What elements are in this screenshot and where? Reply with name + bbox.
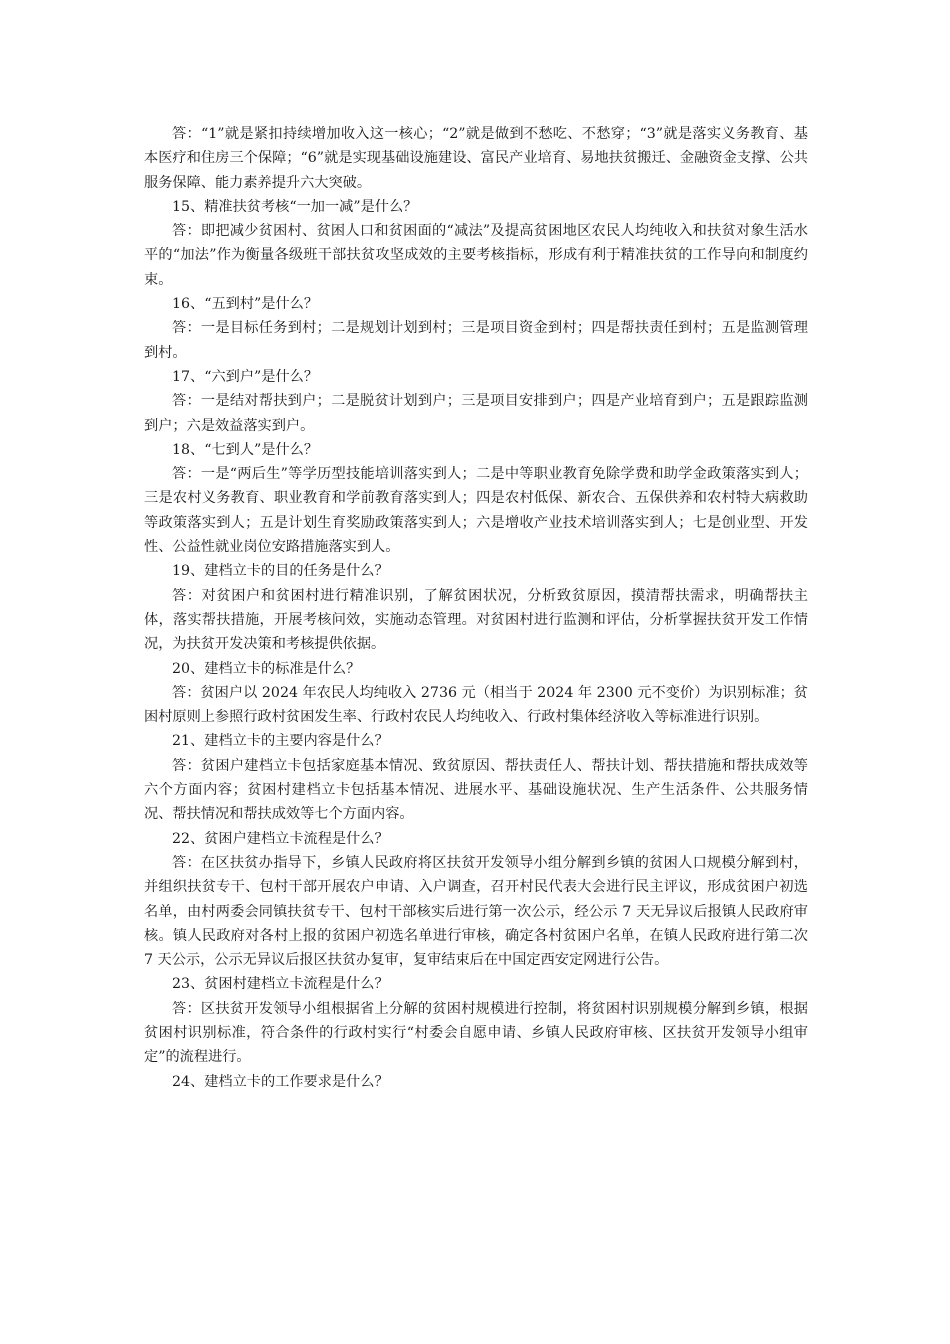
answer-paragraph: 答：一是结对帮扶到户；二是脱贫计划到户；三是项目安排到户；四是产业培育到户；五是跟踪监测到户；六是效益落实到户。 <box>144 393 808 434</box>
question-heading: 16、“五到村”是什么？ <box>172 296 319 313</box>
question-heading: 22、贫困户建档立卡流程是什么？ <box>172 830 389 847</box>
answer-paragraph: 答：对贫困户和贫困村进行精准识别，了解贫困状况，分析致贫原因，摸清帮扶需求，明确帮扶主体，落实帮扶措施，开展考核问效，实施动态管理。对贫困村进行监测和评估，分析掌握扶贫开发工作情况，为扶贫开发决策和考核提供依据。 <box>144 587 808 653</box>
answer-paragraph: 答：在区扶贫办指导下，乡镇人民政府将区扶贫开发领导小组分解到乡镇的贫困人口规模分解到村，并组织扶贫专干、包村干部开展农户申请、入户调查，召开村民代表大会进行民主评议，形成贫困户初选名单，由村两委会同镇扶贫专干、包村干部核实后进行第一次公示，经公示 7 天无异议后报镇人民政府审核。镇人民政府对各村上报的贫困户初选名单进行审核，确定各村贫困户名单，在镇人民政府进行第二次 7 天公示，公示无异议后报区扶贫办复审，复审结束后在中国定西安定网进行公告。 <box>144 854 808 969</box>
answer-paragraph: 答：贫困户以 2024 年农民人均纯收入 2736 元（相当于 2024 年 2300 元不变价）为识别标准；贫困村原则上参照行政村贫困发生率、行政村农民人均纯收入、行政村集体经济收入等标准进行识别。 <box>144 684 808 726</box>
document-body <box>144 122 808 1094</box>
question-heading: 24、建档立卡的工作要求是什么？ <box>172 1073 389 1090</box>
answer-paragraph: 答：一是目标任务到村；二是规划计划到村；三是项目资金到村；四是帮扶责任到村；五是监测管理到村。 <box>144 320 808 361</box>
question-heading: 20、建档立卡的标准是什么？ <box>172 660 361 677</box>
answer-paragraph: 答：区扶贫开发领导小组根据省上分解的贫困村规模进行控制，将贫困村识别规模分解到乡镇，根据贫困村识别标准，符合条件的行政村实行“村委会自愿申请、乡镇人民政府审核、区扶贫开发领导小组审定”的流程进行。 <box>144 1000 808 1066</box>
question-heading: 19、建档立卡的目的任务是什么？ <box>172 563 389 580</box>
answer-paragraph: 答：一是“两后生”等学历型技能培训落实到人；二是中等职业教育免除学费和助学金政策落实到人；三是农村义务教育、职业教育和学前教育落实到人；四是农村低保、新农合、五保供养和农村特大病救助等政策落实到人；五是计划生育奖励政策落实到人；六是增收产业技术培训落实到人；七是创业型、开发性、公益性就业岗位安路措施落实到人。 <box>144 466 808 556</box>
answer-paragraph: 答：“1”就是紧扣持续增加收入这一核心；“2”就是做到不愁吃、不愁穿；“3”就是落实义务教育、基本医疗和住房三个保障；“6”就是实现基础设施建设、富民产业培育、易地扶贫搬迁、金融资金支撑、公共服务保障、能力素养提升六大突破。 <box>144 126 808 191</box>
answer-paragraph: 答：贫困户建档立卡包括家庭基本情况、致贫原因、帮扶责任人、帮扶计划、帮扶措施和帮扶成效等六个方面内容；贫困村建档立卡包括基本情况、进展水平、基础设施状况、生产生活条件、公共服务情况、帮扶情况和帮扶成效等七个方面内容。 <box>144 757 808 823</box>
question-heading: 18、“七到人”是什么？ <box>172 441 319 458</box>
question-heading: 23、贫困村建档立卡流程是什么？ <box>172 976 389 993</box>
question-heading: 17、“六到户”是什么？ <box>172 368 319 385</box>
question-heading: 15、精准扶贫考核“一加一减”是什么？ <box>172 198 418 215</box>
question-heading: 21、建档立卡的主要内容是什么？ <box>172 733 389 750</box>
answer-paragraph: 答：即把减少贫困村、贫困人口和贫困面的“减法”及提高贫困地区农民人均纯收入和扶贫对象生活水平的“加法”作为衡量各级班干部扶贫攻坚成效的主要考核指标，形成有利于精准扶贫的工作导向和制度约束。 <box>144 223 808 288</box>
